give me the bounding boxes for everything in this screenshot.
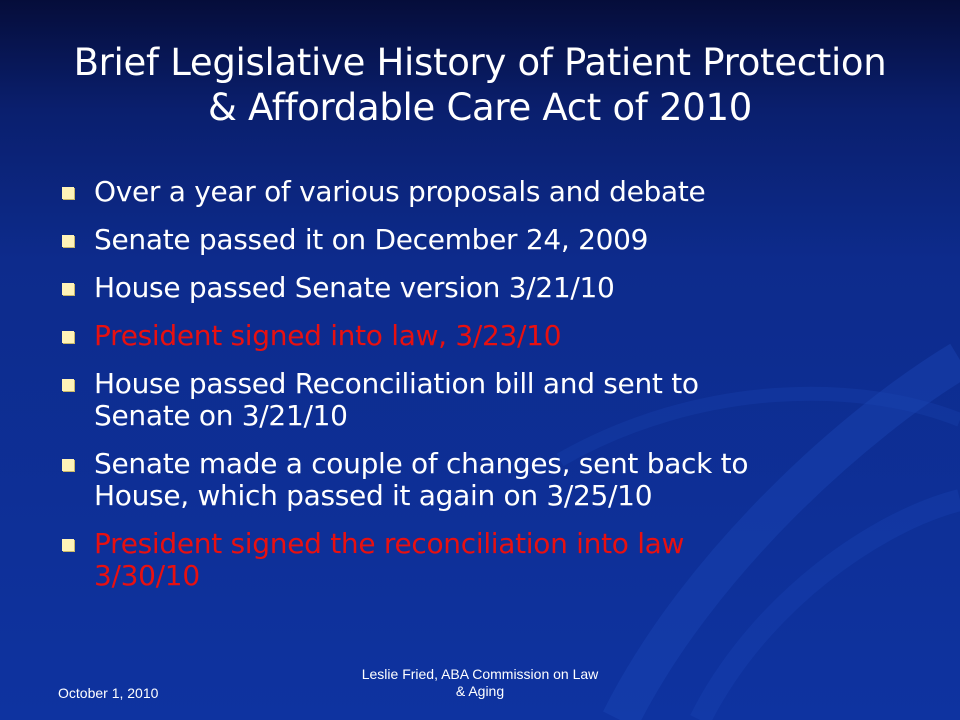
- title-line-1: Brief Legislative History of Patient Protection: [73, 41, 887, 84]
- footer-date: October 1, 2010: [58, 685, 159, 701]
- bullet-item: [62, 176, 912, 208]
- square-bullet-icon: [62, 283, 74, 295]
- bullet-item-highlighted: [62, 320, 912, 352]
- bullet-text: President signed into law, 3/23/10: [94, 319, 562, 352]
- bullet-text-line-1: Senate made a couple of changes, sent back to: [94, 447, 749, 480]
- bullet-text-line-2: 3/30/10: [94, 559, 200, 592]
- footer-author: [330, 666, 630, 700]
- bullet-text: Over a year of various proposals and debate: [94, 175, 706, 208]
- bullet-text: Senate passed it on December 24, 2009: [94, 223, 649, 256]
- square-bullet-icon: [62, 379, 74, 391]
- square-bullet-icon: [62, 331, 74, 343]
- square-bullet-icon: [62, 539, 74, 551]
- bullet-item: [62, 448, 912, 512]
- bullet-text: House passed Senate version 3/21/10: [94, 271, 615, 304]
- bullet-list: [62, 176, 912, 608]
- footer-author-line-1: Leslie Fried, ABA Commission on Law: [361, 666, 599, 682]
- slide-title: [40, 40, 920, 130]
- bullet-text-line-1: President signed the reconciliation into law: [94, 527, 685, 560]
- title-line-2: & Affordable Care Act of 2010: [208, 86, 752, 129]
- bullet-text-line-1: House passed Reconciliation bill and sent to: [94, 367, 699, 400]
- bullet-text-line-2: House, which passed it again on 3/25/10: [94, 479, 653, 512]
- bullet-text-line-2: Senate on 3/21/10: [94, 399, 348, 432]
- square-bullet-icon: [62, 235, 74, 247]
- bullet-item: [62, 368, 912, 432]
- square-bullet-icon: [62, 187, 74, 199]
- bullet-item: [62, 224, 912, 256]
- square-bullet-icon: [62, 459, 74, 471]
- footer-author-line-2: & Aging: [455, 683, 505, 699]
- bullet-item: [62, 272, 912, 304]
- bullet-item-highlighted: [62, 528, 912, 592]
